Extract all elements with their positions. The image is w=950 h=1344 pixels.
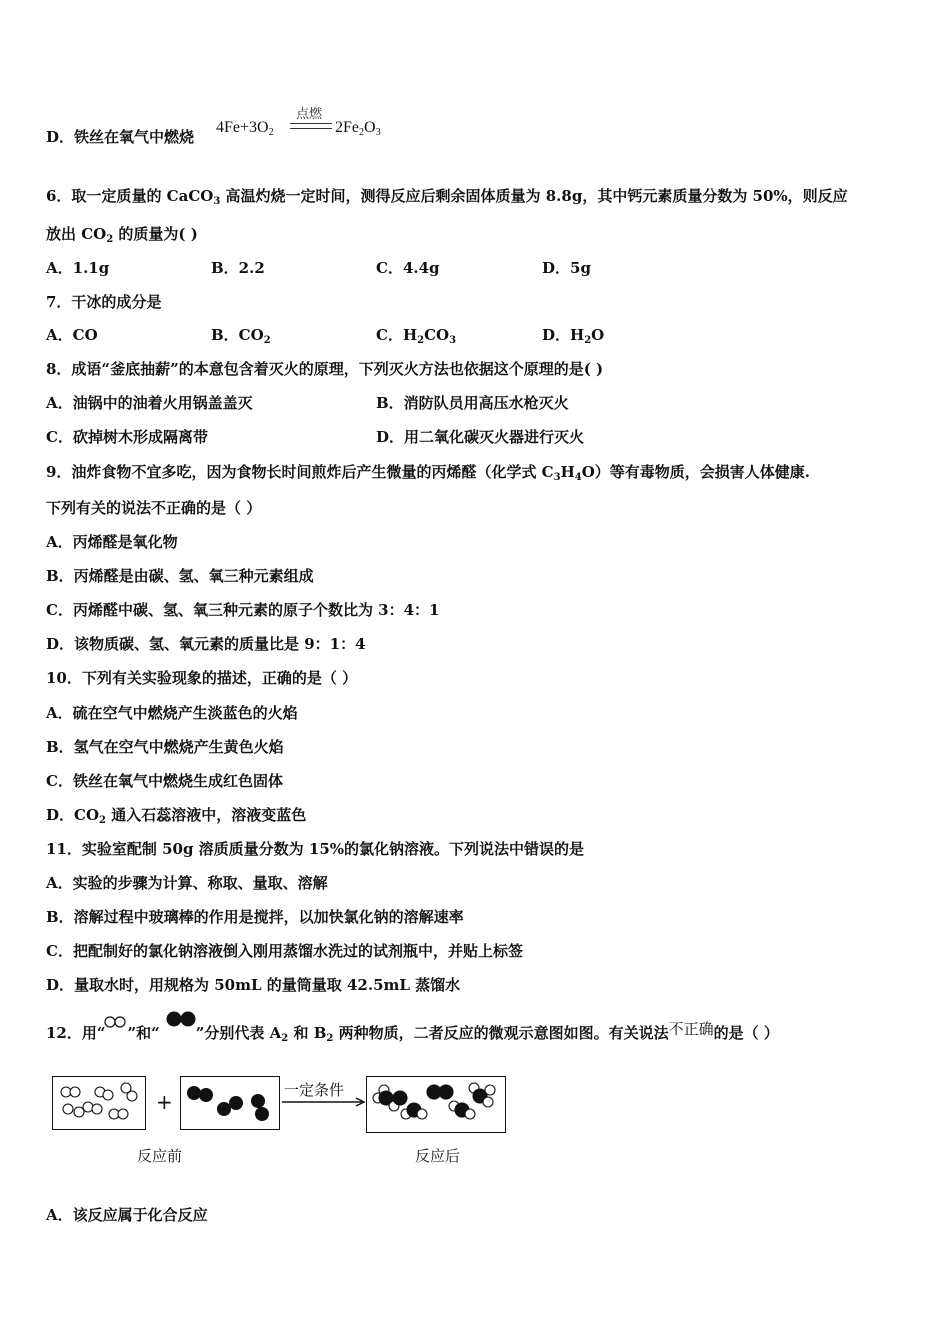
q10-option-a: A．硫在空气中燃烧产生淡蓝色的火焰 [46, 704, 298, 722]
double-equal-sign [290, 123, 332, 129]
q9-option-b: B．丙烯醛是由碳、氢、氧三种元素组成 [46, 567, 314, 585]
q6-option-b: B．2.2 [211, 259, 265, 277]
q9-option-c: C．丙烯醛中碳、氢、氧三种元素的原子个数比为 3：4：1 [46, 601, 440, 619]
combustion-equation-left: $4Fe+3O_2$ [216, 119, 274, 138]
q6-option-d: D．5g [542, 259, 591, 277]
q8-option-b: B．消防队员用高压水枪灭火 [376, 394, 569, 412]
q5-option-d [46, 127, 194, 147]
b2-molecule-icon [166, 1010, 200, 1028]
a2-molecule-icon [104, 1016, 128, 1028]
after-reaction-label: 反应后 [415, 1147, 461, 1165]
q10-option-c: C．铁丝在氧气中燃烧生成红色固体 [46, 772, 283, 790]
plus-sign: + [156, 1090, 173, 1114]
q9-stem-line2: 下列有关的说法不正确的是（ ） [46, 499, 262, 517]
q6-stem-line1: 6．取一定质量的 CaCO$_3$ 高温灼烧一定时间，测得反应后剩余固体质量为 8.8g，其中钙元素质量分数为 50%，则反应 [46, 187, 848, 207]
q12-option-a: A．该反应属于化合反应 [46, 1206, 208, 1224]
q11-option-b: B．溶解过程中玻璃棒的作用是搅拌，以加快氯化钠的溶解速率 [46, 908, 464, 926]
before-reaction-label: 反应前 [137, 1147, 183, 1165]
q5-option-d-label: D．铁丝在氧气中燃烧 [46, 128, 195, 146]
q7-option-d: D．$H_2O$ [542, 326, 605, 346]
q10-option-d: D．$CO_2$ 通入石蕊溶液中，溶液变蓝色 [46, 806, 307, 826]
product-molecules [366, 1076, 506, 1134]
not-correct-emphasis: 不正确 [668, 1020, 714, 1038]
q8-option-c: C．砍掉树木形成隔离带 [46, 428, 208, 446]
q8-option-a: A．油锅中的油着火用锅盖盖灭 [46, 394, 253, 412]
reaction-condition: 点燃 [296, 107, 323, 122]
reactant-b2-molecules [180, 1076, 280, 1131]
q6-stem-line2: 放出 $CO_2$ 的质量为( ) [46, 225, 198, 245]
reaction-arrow [280, 1097, 368, 1107]
q7-option-a: A．CO [46, 326, 98, 344]
q12-stem: 12．用“ ”和“ ”分别代表 $A_2$ 和 $B_2$ 两种物质，二者反应的微观示意图如图。有关说法不正确的是（ ） [46, 1020, 779, 1044]
q7-stem: 7．干冰的成分是 [46, 293, 162, 311]
q7-option-c: C．$H_2CO_3$ [376, 326, 457, 346]
q6-option-c: C．4.4g [376, 259, 440, 277]
q9-option-d: D．该物质碳、氢、氧元素的质量比是 9：1：4 [46, 635, 366, 653]
q8-stem: 8．成语“釜底抽薪”的本意包含着灭火的原理，下列灭火方法也依据这个原理的是( ) [46, 360, 604, 378]
q6-option-a: A．1.1g [46, 259, 110, 277]
q9-stem-line1: 9．油炸食物不宜多吃，因为食物长时间煎炸后产生微量的丙烯醛（化学式 $C_3H_4O$）等有毒物质，会损害人体健康. [46, 463, 811, 483]
reaction-condition-label: 一定条件 [284, 1081, 345, 1099]
q10-option-b: B．氢气在空气中燃烧产生黄色火焰 [46, 738, 284, 756]
q7-option-b: B．$CO_2$ [211, 326, 271, 346]
q11-option-a: A．实验的步骤为计算、称取、量取、溶解 [46, 874, 328, 892]
q11-option-d: D．量取水时，用规格为 50mL 的量筒量取 42.5mL 蒸馏水 [46, 976, 461, 994]
combustion-equation-right: $2Fe_2O_3$ [335, 119, 381, 138]
q8-option-d: D．用二氧化碳灭火器进行灭火 [376, 428, 585, 446]
reactant-a2-molecules [52, 1076, 147, 1131]
q9-option-a: A．丙烯醛是氧化物 [46, 533, 178, 551]
q11-stem: 11．实验室配制 50g 溶质质量分数为 15%的氯化钠溶液。下列说法中错误的是 [46, 840, 585, 858]
q10-stem: 10．下列有关实验现象的描述，正确的是（ ） [46, 669, 358, 687]
q11-option-c: C．把配制好的氯化钠溶液倒入刚用蒸馏水洗过的试剂瓶中，并贴上标签 [46, 942, 523, 960]
